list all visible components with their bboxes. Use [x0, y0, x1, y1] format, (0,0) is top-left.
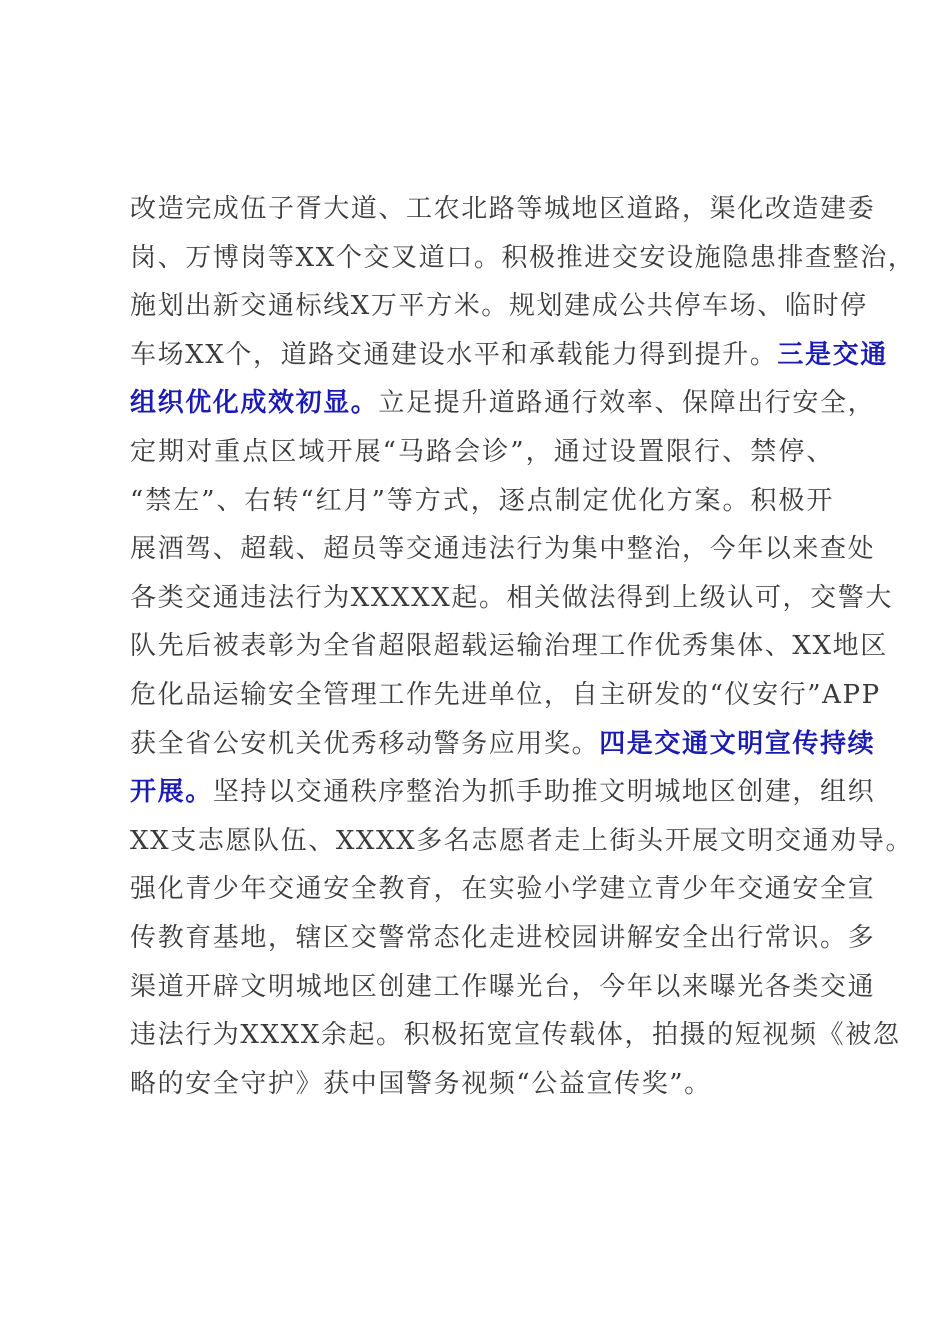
body-text: 施划出新交通标线X万平方米。规划建成公共停车场、临时停 [130, 291, 868, 322]
text-line [130, 671, 881, 720]
text-line [130, 574, 893, 623]
body-text: “禁左”、右转“红月”等方式，逐点制定优化方案。积极开 [130, 485, 834, 516]
highlighted-heading-text: 组织优化成效初显。 [130, 388, 379, 419]
highlighted-heading-text: 三是交通 [777, 339, 888, 370]
text-line [130, 234, 916, 283]
body-text: 立足提升道路通行效率、保障出行安全， [378, 388, 876, 419]
text-line [130, 865, 876, 914]
body-text: 展酒驾、超载、超员等交通违法行为集中整治，今年以来查处 [130, 534, 876, 565]
body-text: 渠道开辟文明城地区创建工作曝光台，今年以来曝光各类交通 [130, 971, 876, 1002]
body-text: 各类交通违法行为XXXXX起。相关做法得到上级认可，交警大 [130, 582, 893, 613]
body-paragraph [130, 185, 916, 1108]
text-line [130, 1011, 901, 1060]
body-text: 改造完成伍子胥大道、工农北路等城地区道路，渠化改造建委 [130, 194, 876, 224]
body-text: 坚持以交通秩序整治为抓手助推文明城地区创建，组织 [212, 777, 876, 808]
text-line [130, 477, 834, 526]
text-line [130, 379, 876, 428]
body-text: 强化青少年交通安全教育，在实验小学建立青少年交通安全宣 [130, 874, 876, 905]
body-text: XX支志愿队伍、XXXX多名志愿者走上街头开展文明交通劝导。 [130, 825, 914, 856]
text-line [130, 282, 868, 331]
text-line [130, 1060, 834, 1109]
text-line [130, 817, 914, 866]
text-line [130, 768, 876, 817]
text-line [130, 525, 876, 574]
text-line [130, 914, 876, 963]
highlighted-heading-text: 四是交通文明宣传持续 [599, 728, 876, 759]
text-line [130, 963, 876, 1012]
body-text: 危化品运输安全管理工作先进单位，自主研发的“仪安行”APP [130, 679, 881, 710]
body-text: 略的安全守护》获中国警务视频“公益宣传奖”。 [130, 1068, 712, 1099]
body-text: 岗、万博岗等XX个交叉道口。积极推进交安设施隐患排查整治， [130, 242, 916, 273]
text-line [130, 185, 876, 234]
body-text: 传教育基地，辖区交警常态化走进校园讲解安全出行常识。多 [130, 922, 876, 953]
body-text: 违法行为XXXX余起。积极拓宽宣传载体，拍摄的短视频《被忽 [130, 1020, 901, 1051]
text-line [130, 622, 888, 671]
text-line [130, 331, 888, 380]
text-line [130, 720, 876, 769]
highlighted-heading-text: 开展。 [130, 777, 213, 808]
body-text: 车场XX个，道路交通建设水平和承载能力得到提升。 [130, 339, 778, 370]
text-line [130, 428, 834, 477]
body-text: 获全省公安机关优秀移动警务应用奖。 [130, 728, 600, 759]
body-text: 定期对重点区域开展“马路会诊”，通过设置限行、禁停、 [130, 436, 834, 467]
body-text: 队先后被表彰为全省超限超载运输治理工作优秀集体、XX地区 [130, 631, 888, 662]
